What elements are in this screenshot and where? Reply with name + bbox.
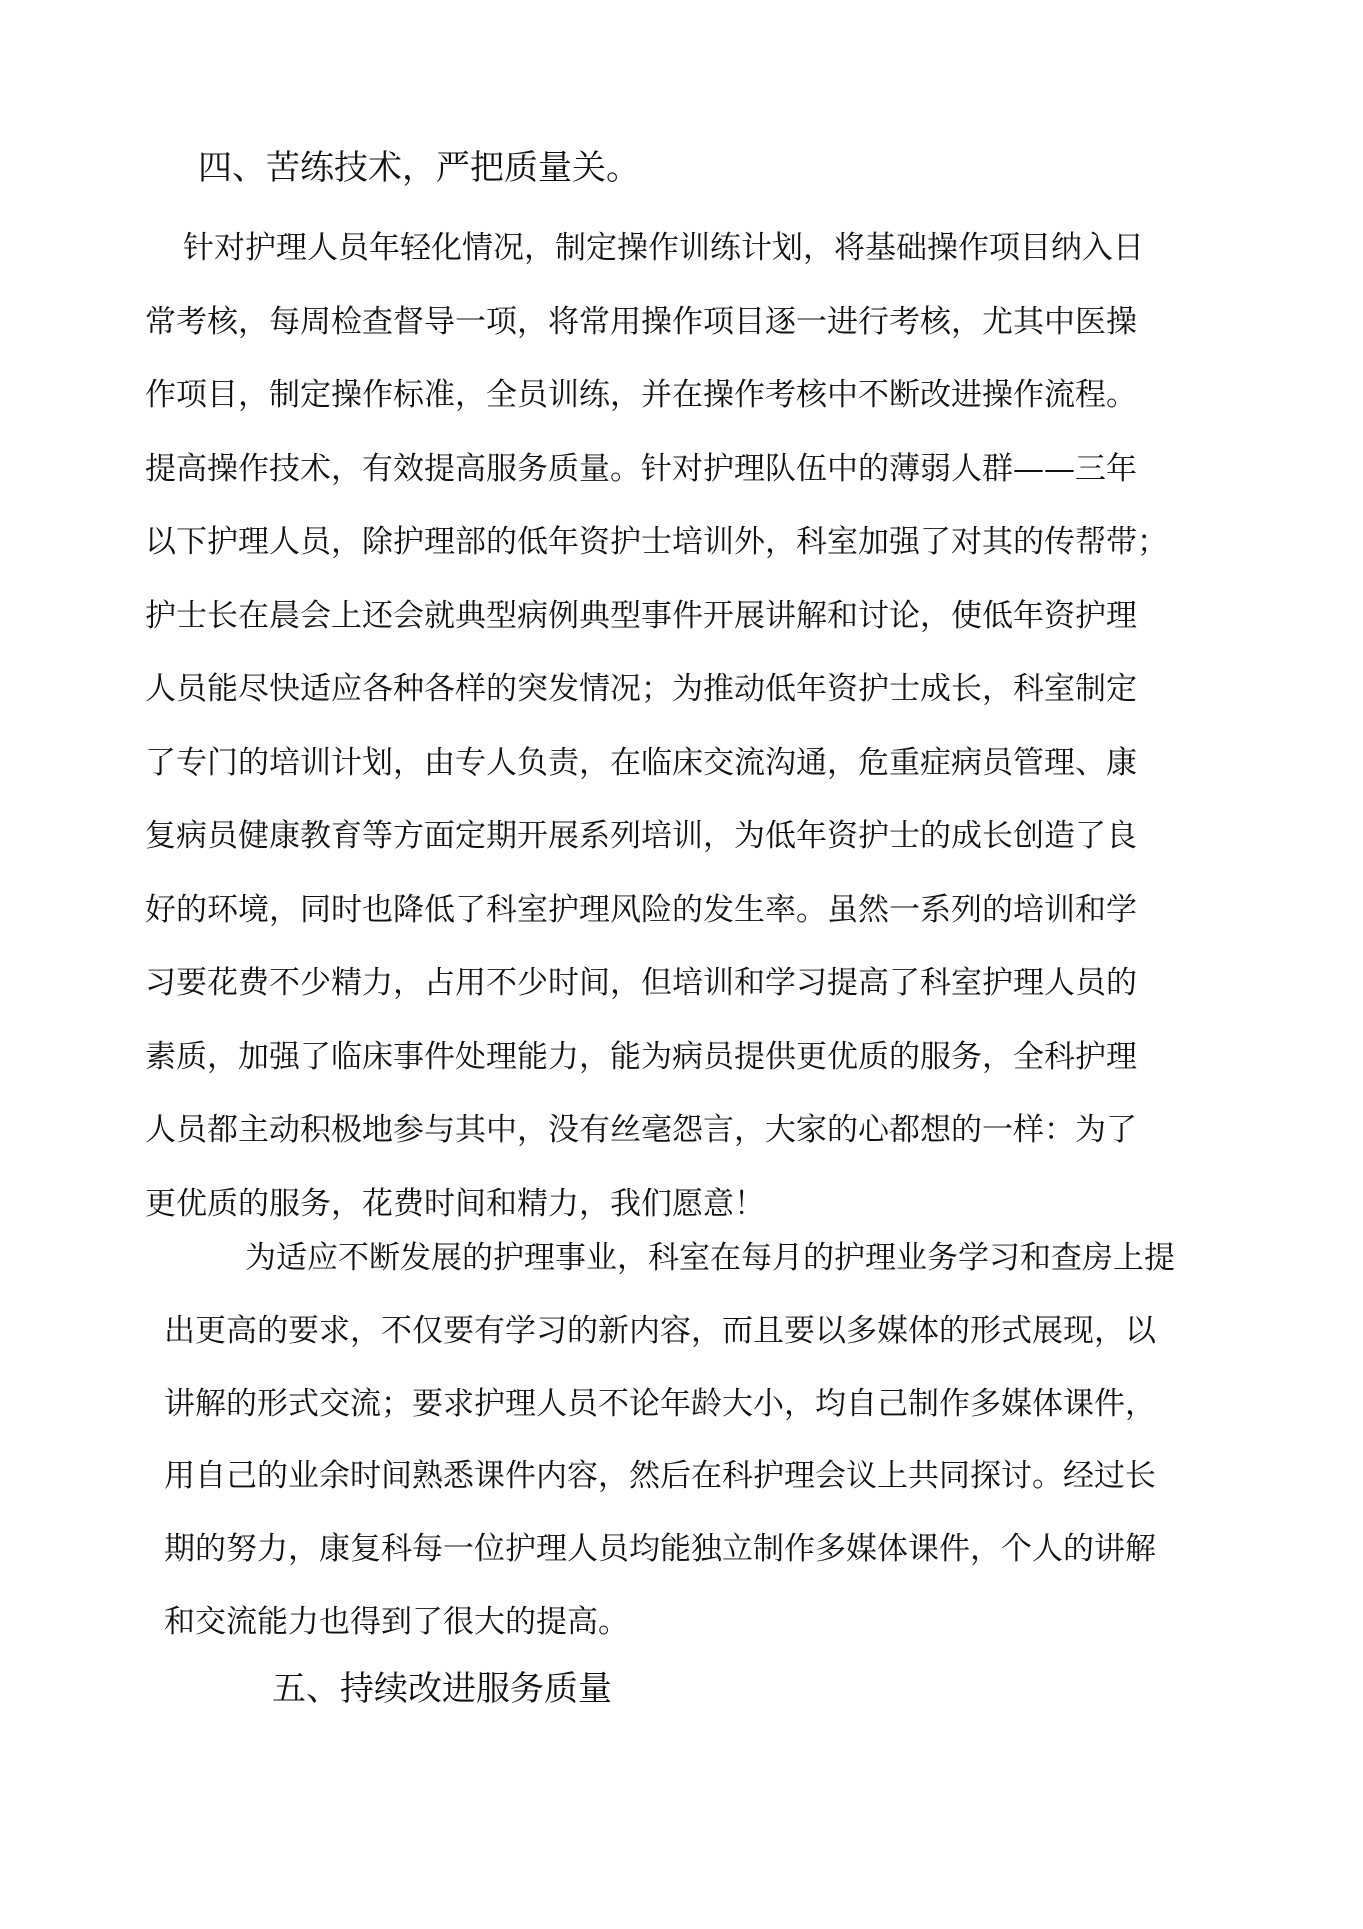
paragraph-line: 了专门的培训计划，由专人负责，在临床交流沟通，危重症病员管理、康 — [145, 744, 1137, 781]
paragraph-line: 以下护理人员，除护理部的低年资护士培训外，科室加强了对其的传帮带； — [145, 524, 1168, 560]
paragraph-line: 期的努力，康复科每一位护理人员均能独立制作多媒体课件，个人的讲解 — [164, 1531, 1156, 1568]
paragraph-line: 人员能尽快适应各种各样的突发情况；为推动低年资护士成长，科室制定 — [145, 671, 1137, 707]
paragraph-line: 用自己的业余时间熟悉课件内容，然后在科护理会议上共同探讨。经过长 — [164, 1458, 1156, 1495]
paragraph-line: 人员都主动积极地参与其中，没有丝毫怨言，大家的心都想的一样：为了 — [145, 1112, 1137, 1148]
paragraph-line: 和交流能力也得到了很大的提高。 — [164, 1603, 629, 1640]
paragraph-multimedia-learning — [164, 1222, 1175, 1659]
paragraph-line: 出更高的要求，不仅要有学习的新内容，而且要以多媒体的形式展现，以 — [164, 1312, 1156, 1349]
paragraph-line: 为适应不断发展的护理事业，科室在每月的护理业务学习和查房上提 — [245, 1240, 1175, 1276]
paragraph-line: 素质，加强了临床事件处理能力，能为病员提供更优质的服务，全科护理 — [145, 1038, 1137, 1075]
paragraph-line: 讲解的形式交流；要求护理人员不论年龄大小，均自己制作多媒体课件， — [164, 1385, 1156, 1422]
paragraph-training — [145, 212, 1168, 1241]
paragraph-line: 提高操作技术，有效提高服务质量。针对护理队伍中的薄弱人群——三年 — [145, 450, 1137, 487]
section-heading-4: 四、苦练技术，严把质量关。 — [198, 148, 640, 188]
paragraph-line: 好的环境，同时也降低了科室护理风险的发生率。虽然一系列的培训和学 — [145, 891, 1137, 928]
section-heading-5: 五、持续改进服务质量 — [272, 1669, 612, 1709]
paragraph-line: 常考核，每周检查督导一项，将常用操作项目逐一进行考核，尤其中医操 — [145, 303, 1137, 340]
paragraph-line: 更优质的服务，花费时间和精力，我们愿意！ — [145, 1185, 765, 1222]
paragraph-line: 习要花费不少精力，占用不少时间，但培训和学习提高了科室护理人员的 — [145, 965, 1137, 1001]
paragraph-line: 针对护理人员年轻化情况，制定操作训练计划，将基础操作项目纳入日 — [183, 230, 1144, 266]
paragraph-line: 作项目，制定操作标准，全员训练，并在操作考核中不断改进操作流程。 — [145, 377, 1137, 413]
paragraph-line: 复病员健康教育等方面定期开展系列培训，为低年资护士的成长创造了良 — [145, 818, 1137, 854]
paragraph-line: 护士长在晨会上还会就典型病例典型事件开展讲解和讨论，使低年资护理 — [145, 597, 1137, 634]
